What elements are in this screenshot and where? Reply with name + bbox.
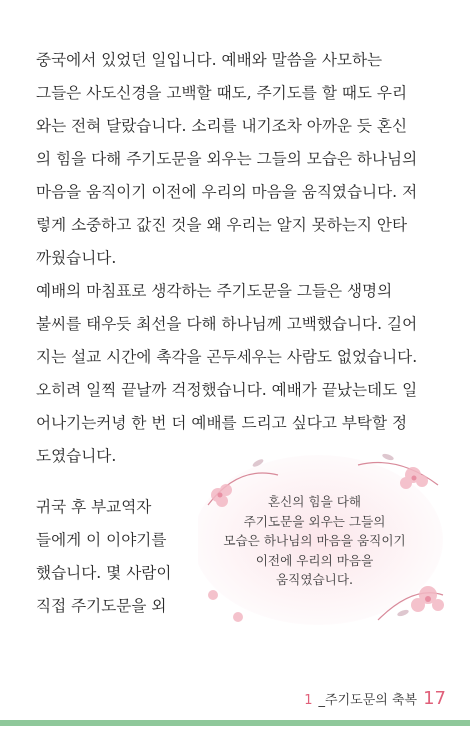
bottom-rule <box>0 720 470 726</box>
paragraph-2 <box>36 275 436 473</box>
text-line: 귀국 후 부교역자 <box>36 498 152 516</box>
paragraph-1 <box>36 44 436 275</box>
text-line: 까웠습니다. <box>36 249 117 267</box>
pullquote-line: 움직였습니다. <box>276 572 353 587</box>
text-line: 와는 전혀 달랐습니다. 소리를 내기조차 아까운 듯 혼신 <box>36 117 408 135</box>
text-line: 불씨를 태우듯 최선을 다해 하나님께 고백했습니다. 길어 <box>36 315 418 333</box>
text-line: 중국에서 있었던 일입니다. 예배와 말씀을 사모하는 <box>36 51 383 69</box>
pullquote <box>212 492 417 590</box>
page-number: 17 <box>423 688 446 709</box>
text-line: 의 힘을 다해 주기도문을 외우는 그들의 모습은 하나님의 <box>36 150 418 168</box>
pullquote-line: 주기도문을 외우는 그들의 <box>243 513 386 529</box>
text-line: 마음을 움직이기 이전에 우리의 마음을 움직였습니다. 저 <box>36 183 418 201</box>
chapter-title: _주기도문의 축복 <box>318 693 418 708</box>
pullquote-line: 모습은 하나님의 마음을 움직이기 <box>223 533 406 548</box>
pullquote-line: 이전에 우리의 마음을 <box>255 552 374 568</box>
chapter-number: 1 <box>304 693 313 708</box>
text-line: 들에게 이 이야기를 <box>36 531 167 549</box>
pullquote-line: 혼신의 힘을 다해 <box>267 494 362 509</box>
text-line: 그들은 사도신경을 고백할 때도, 주기도를 할 때도 우리 <box>36 84 408 102</box>
text-line: 렇게 소중하고 값진 것을 왜 우리는 알지 못하는지 안타 <box>36 216 408 234</box>
text-line: 도였습니다. <box>36 447 117 465</box>
text-line: 지는 설교 시간에 촉각을 곤두세우는 사람도 없었습니다. <box>36 348 418 366</box>
page-footer <box>304 688 446 709</box>
text-line: 오히려 일찍 끝날까 걱정했습니다. 예배가 끝났는데도 일 <box>36 381 418 399</box>
text-line: 했습니다. 몇 사람이 <box>36 564 172 582</box>
paragraph-3 <box>36 491 206 623</box>
text-line: 직접 주기도문을 외 <box>36 597 167 615</box>
text-line: 어나기는커녕 한 번 더 예배를 드리고 싶다고 부탁할 정 <box>36 414 408 432</box>
text-line: 예배의 마침표로 생각하는 주기도문을 그들은 생명의 <box>36 282 393 300</box>
